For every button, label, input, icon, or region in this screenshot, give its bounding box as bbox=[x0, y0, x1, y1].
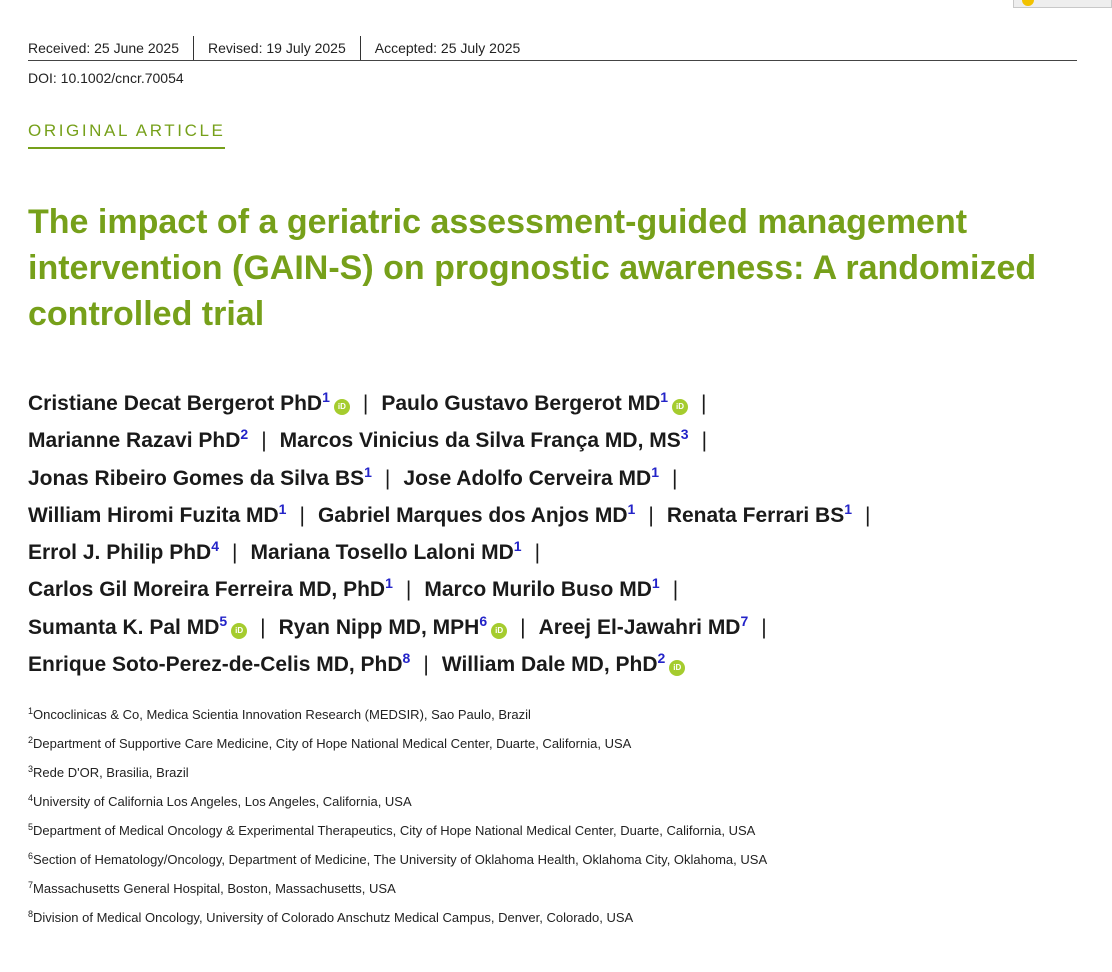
author-name: Ryan Nipp MD, MPH$^6$ bbox=[278, 612, 488, 639]
affiliation-item bbox=[28, 907, 767, 936]
affiliation-item bbox=[28, 878, 767, 907]
affiliation-list bbox=[28, 704, 767, 936]
affiliation-number: 5 bbox=[28, 822, 34, 832]
affiliation-link[interactable]: 4 bbox=[211, 538, 219, 555]
author-separator: | bbox=[405, 578, 412, 602]
article-dates bbox=[28, 36, 520, 60]
affiliation-text: Rede D'OR, Brasilia, Brazil bbox=[33, 765, 189, 780]
affiliation-link[interactable]: 8 bbox=[402, 650, 411, 667]
affiliation-text: University of California Los Angeles, Los Angeles, California, USA bbox=[33, 794, 412, 809]
author-name: Marcos Vinicius da Silva França MD, $MS^3$ bbox=[279, 426, 689, 453]
affiliation-number: 6 bbox=[28, 851, 34, 861]
article-type: ORIGINAL ARTICLE bbox=[28, 121, 225, 149]
author-separator: | bbox=[761, 615, 767, 639]
affiliation-link[interactable]: 1 bbox=[513, 538, 522, 555]
doi-label[interactable]: DOI: 10.1002/cncr.70054 bbox=[28, 70, 184, 86]
corner-toolbar-tab[interactable] bbox=[1013, 0, 1112, 8]
author-name: Mariana Tosello Laloni $MD^1$ bbox=[250, 538, 522, 565]
author-name: Areej El-Jawahri $MD^7$ bbox=[538, 612, 749, 639]
date-divider bbox=[360, 36, 361, 60]
header-rule bbox=[28, 60, 1077, 61]
author-line bbox=[28, 571, 1098, 608]
author-name: Jonas Ribeiro Gomes da Silva $BS^1$ bbox=[28, 463, 372, 490]
article-title: The impact of a geriatric assessment-guided management intervention (GAIN-S) on prognostic awareness: A randomized controlled trial bbox=[28, 203, 1037, 333]
affiliation-number: 2 bbox=[28, 735, 34, 745]
affiliation-link[interactable]: 1 bbox=[651, 575, 660, 592]
affiliation-link[interactable]: 1 bbox=[385, 575, 393, 592]
affiliation-text: Department of Supportive Care Medicine, City of Hope National Medical Center, Duarte, California, USA bbox=[33, 736, 632, 751]
affiliation-item bbox=[28, 791, 767, 820]
affiliation-text: Oncoclinicas & Co, Medica Scientia Innovation Research (MEDSIR), Sao Paulo, Brazil bbox=[33, 707, 531, 722]
accepted-date: Accepted: 25 July 2025 bbox=[374, 40, 521, 56]
affiliation-text: Division of Medical Oncology, University of Colorado Anschutz Medical Campus, Denver, Colorado, USA bbox=[33, 910, 634, 925]
author-list bbox=[28, 385, 1098, 683]
affiliation-link[interactable]: 6 bbox=[479, 612, 488, 629]
affiliation-link[interactable]: 5 bbox=[219, 612, 228, 629]
author-name: Gabriel Marques dos Anjos $MD^1$ bbox=[317, 500, 636, 527]
affiliation-number: 8 bbox=[28, 909, 34, 919]
affiliation-link[interactable]: 1 bbox=[660, 389, 669, 405]
received-date: Received: 25 June 2025 bbox=[28, 40, 179, 56]
affiliation-number: 3 bbox=[28, 764, 34, 774]
orcid-icon[interactable]: iD bbox=[491, 623, 507, 639]
author-separator: | bbox=[299, 503, 305, 527]
author-line bbox=[28, 609, 1098, 646]
affiliation-item bbox=[28, 849, 767, 878]
author-separator: | bbox=[261, 429, 267, 453]
author-separator: | bbox=[672, 578, 679, 602]
author-name: Renata Ferrari $BS^1$ bbox=[666, 500, 853, 527]
author-line bbox=[28, 646, 1098, 683]
status-dot-icon bbox=[1022, 0, 1034, 6]
affiliation-text: Department of Medical Oncology & Experimental Therapeutics, City of Hope National Medical Center, Duarte, California, USA bbox=[33, 823, 756, 838]
affiliation-item bbox=[28, 820, 767, 849]
author-name: Paulo Gustavo Bergerot $MD^1$ bbox=[381, 389, 669, 415]
affiliation-link[interactable]: 1 bbox=[627, 500, 636, 517]
author-separator: | bbox=[260, 615, 266, 639]
author-name: William Dale MD, PhD$^2$ bbox=[441, 650, 666, 677]
affiliation-link[interactable]: 7 bbox=[740, 612, 749, 629]
author-separator: | bbox=[701, 392, 707, 415]
author-separator: | bbox=[648, 503, 654, 527]
revised-date: Revised: 19 July 2025 bbox=[208, 40, 346, 56]
author-separator: | bbox=[671, 466, 678, 490]
affiliation-number: 4 bbox=[28, 793, 34, 803]
affiliation-link[interactable]: 2 bbox=[240, 426, 249, 443]
author-name: Carlos Gil Moreira Ferreira MD, PhD$^1$ bbox=[28, 575, 393, 602]
affiliation-item bbox=[28, 762, 767, 791]
author-line bbox=[28, 385, 1098, 422]
author-separator: | bbox=[232, 541, 238, 565]
author-line bbox=[28, 422, 1098, 459]
author-name: William Hiromi Fuzita $MD^1$ bbox=[28, 500, 287, 527]
affiliation-link[interactable]: 1 bbox=[278, 500, 287, 517]
author-line bbox=[28, 497, 1098, 534]
affiliation-item bbox=[28, 704, 767, 733]
author-line bbox=[28, 534, 1098, 571]
author-name: Cristiane Decat Bergerot PhD$^1$ bbox=[28, 389, 330, 415]
author-separator: | bbox=[865, 503, 871, 527]
author-separator: | bbox=[520, 615, 526, 639]
author-separator: | bbox=[534, 541, 541, 565]
orcid-icon[interactable]: iD bbox=[334, 399, 350, 415]
affiliation-link[interactable]: 2 bbox=[657, 650, 666, 667]
affiliation-text: Section of Hematology/Oncology, Department of Medicine, The University of Oklahoma Health, Oklahoma City, Oklahoma, USA bbox=[33, 852, 768, 867]
affiliation-link[interactable]: 1 bbox=[844, 500, 853, 517]
orcid-icon[interactable]: iD bbox=[669, 660, 685, 676]
date-divider bbox=[193, 36, 194, 60]
affiliation-item bbox=[28, 733, 767, 762]
orcid-icon[interactable]: iD bbox=[231, 623, 247, 639]
affiliation-number: 1 bbox=[28, 706, 34, 716]
author-name: Sumanta K. Pal $MD^5$ bbox=[28, 612, 228, 639]
author-name: Marianne Razavi PhD$^2$ bbox=[28, 426, 249, 453]
author-name: Errol J. Philip PhD$^4$ bbox=[28, 538, 219, 565]
affiliation-link[interactable]: 3 bbox=[680, 426, 689, 443]
author-separator: | bbox=[384, 466, 391, 490]
affiliation-link[interactable]: 1 bbox=[651, 463, 659, 480]
affiliation-link[interactable]: 1 bbox=[322, 389, 330, 405]
author-name: Jose Adolfo Cerveira $MD^1$ bbox=[403, 463, 659, 490]
author-separator: | bbox=[701, 429, 708, 453]
author-separator: | bbox=[362, 392, 369, 415]
affiliation-text: Massachusetts General Hospital, Boston, Massachusetts, USA bbox=[33, 881, 396, 896]
author-line bbox=[28, 460, 1098, 497]
affiliation-number: 7 bbox=[28, 880, 34, 890]
orcid-icon[interactable]: iD bbox=[672, 399, 688, 415]
affiliation-link[interactable]: 1 bbox=[364, 463, 372, 480]
author-name: Enrique Soto-Perez-de-Celis MD, PhD$^8$ bbox=[28, 650, 411, 677]
author-name: Marco Murilo Buso $MD^1$ bbox=[424, 575, 660, 602]
author-separator: | bbox=[423, 653, 429, 677]
